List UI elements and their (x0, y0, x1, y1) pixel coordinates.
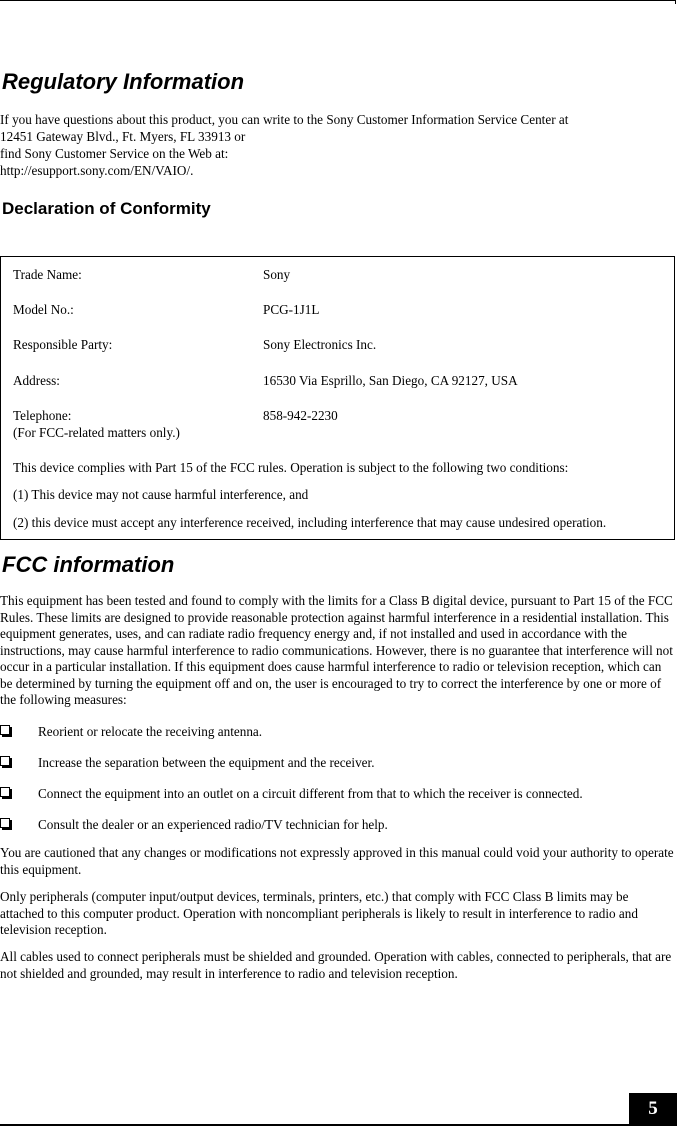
address-label: Address: (13, 373, 60, 388)
condition-1: (1) This device may not cause harmful interference, and (13, 487, 309, 502)
measure-text: Increase the separation between the equipment and the receiver. (38, 755, 375, 770)
model-value: PCG-1J1L (263, 302, 320, 317)
telephone-label: Telephone: (13, 408, 72, 423)
fcc-intro-paragraph: This equipment has been tested and found to comply with the limits for a Class B digital device, pursuant to Part 15 of the FCC Rules. These limits are designed to provide reasonable protection against harmful interference in a residential installation. This equipment generates, uses, and can radiate radio frequency energy and, if not installed and used in accordance with the instructions, may cause harmful interference to radio communications. However, there is no guarantee that interference will not occur in a particular installation. If this equipment does cause harmful interference to radio or television reception, which can be determined by turning the equipment off and on, the user is encouraged to try to correct the interference by one or more of the following measures: (0, 593, 673, 707)
caution-paragraph: You are cautioned that any changes or modifications not expressly approved in this manual could void your authority to operate this equipment. (0, 845, 674, 877)
cables-paragraph: All cables used to connect peripherals must be shielded and grounded. Operation with cables, connected to peripherals, that are not shielded and grounded, may result in interference to radio and television reception. (0, 949, 672, 981)
fcc-heading: FCC information (2, 552, 175, 577)
page-number: 5 (629, 1093, 677, 1124)
telephone-value: 858-942-2230 (263, 408, 338, 423)
intro-line: If you have questions about this product, you can write to the Sony Customer Information Service Center at (0, 112, 569, 127)
measure-text: Reorient or relocate the receiving antenna. (38, 724, 263, 739)
checkbox-bullet-icon (0, 787, 10, 797)
checkbox-bullet-icon (0, 818, 10, 828)
responsible-party-value: Sony Electronics Inc. (263, 337, 377, 352)
compliance-statement: This device complies with Part 15 of the FCC rules. Operation is subject to the following two conditions: (13, 460, 569, 475)
measure-text: Consult the dealer or an experienced radio/TV technician for help. (38, 817, 388, 832)
top-rule-tick (675, 0, 676, 4)
responsible-party-label: Responsible Party: (13, 337, 113, 352)
declaration-heading: Declaration of Conformity (2, 199, 211, 218)
regulatory-intro (0, 111, 670, 179)
support-url: http://esupport.sony.com/EN/VAIO/. (0, 163, 194, 178)
declaration-box (0, 256, 675, 540)
checkbox-bullet-icon (0, 756, 10, 766)
top-rule (0, 0, 675, 1)
peripherals-paragraph: Only peripherals (computer input/output devices, terminals, printers, etc.) that comply with FCC Class B limits may be attached to this computer product. Operation with noncompliant peripherals is likely to result in interference to radio and television reception. (0, 889, 638, 937)
model-label: Model No.: (13, 302, 74, 317)
regulatory-heading: Regulatory Information (2, 69, 245, 94)
measure-text: Connect the equipment into an outlet on a circuit different from that to which the receiver is connected. (38, 786, 583, 801)
telephone-note: (For FCC-related matters only.) (13, 425, 180, 440)
checkbox-bullet-icon (0, 725, 10, 735)
condition-2: (2) this device must accept any interference received, including interference that may cause undesired operation. (13, 515, 607, 530)
trade-name-label: Trade Name: (13, 267, 82, 282)
intro-line: find Sony Customer Service on the Web at: (0, 146, 229, 161)
trade-name-value: Sony (263, 267, 291, 282)
intro-line: 12451 Gateway Blvd., Ft. Myers, FL 33913 or (0, 129, 246, 144)
address-value: 16530 Via Esprillo, San Diego, CA 92127, USA (263, 373, 518, 388)
